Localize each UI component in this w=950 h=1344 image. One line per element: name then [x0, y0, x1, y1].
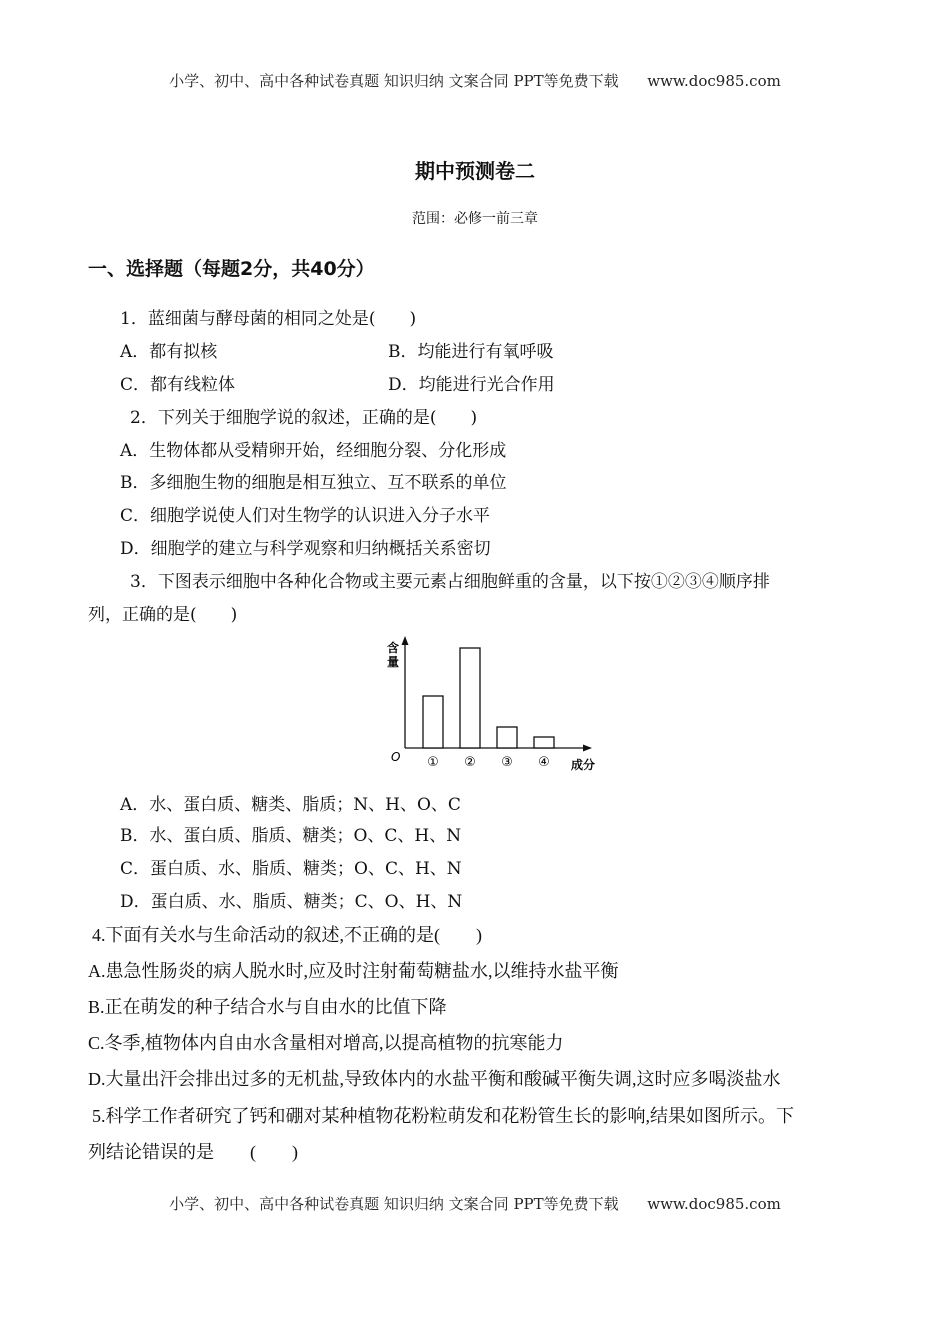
page-header: 小学、初中、高中各种试卷真题 知识归纳 文案合同 PPT等免费下载 www.doc985.com [169, 72, 781, 90]
q3-option-b: B．水、蛋白质、脂质、糖类；O、C、H、N [120, 826, 462, 846]
bar-1 [423, 696, 443, 748]
q1-option-d: D．均能进行光合作用 [388, 375, 555, 395]
bar-4 [534, 737, 554, 748]
q4-stem: 4.下面有关水与生命活动的叙述,不正确的是( ) [92, 925, 482, 945]
q3-option-a: A．水、蛋白质、糖类、脂质；N、H、O、C [120, 795, 461, 815]
q1-stem: 1．蓝细菌与酵母菌的相同之处是( ) [120, 309, 417, 329]
q3-option-c: C．蛋白质、水、脂质、糖类；O、C、H、N [120, 859, 462, 879]
page-footer: 小学、初中、高中各种试卷真题 知识归纳 文案合同 PPT等免费下载 www.doc985.com [169, 1195, 781, 1213]
q2-option-d: D．细胞学的建立与科学观察和归纳概括关系密切 [120, 539, 491, 559]
tick-label-3: ③ [501, 755, 513, 770]
q4-option-d: D.大量出汗会排出过多的无机盐,导致体内的水盐平衡和酸碱平衡失调,这时应多喝淡盐水 [88, 1069, 781, 1089]
q1-option-a: A．都有拟核 [120, 342, 218, 362]
q4-option-a: A.患急性肠炎的病人脱水时,应及时注射葡萄糖盐水,以维持水盐平衡 [88, 961, 619, 981]
q2-option-b: B．多细胞生物的细胞是相互独立、互不联系的单位 [120, 473, 507, 493]
q2-stem: 2．下列关于细胞学说的叙述，正确的是( ) [130, 408, 478, 428]
tick-label-2: ② [464, 755, 476, 770]
q1-option-b: B．均能进行有氧呼吸 [388, 342, 554, 362]
q1-option-c: C．都有线粒体 [120, 375, 236, 395]
page-title: 期中预测卷二 [415, 159, 535, 183]
q3-bar-chart [385, 632, 610, 777]
q3-option-d: D．蛋白质、水、脂质、糖类；C、O、H、N [120, 892, 463, 912]
q2-option-a: A．生物体都从受精卵开始，经细胞分裂、分化形成 [120, 441, 507, 461]
q4-option-c: C.冬季,植物体内自由水含量相对增高,以提高植物的抗寒能力 [88, 1033, 564, 1053]
bar-3 [497, 727, 517, 748]
origin-label: O [391, 750, 401, 764]
q5-stem-line2: 列结论错误的是 ( ) [88, 1142, 298, 1162]
q4-option-b: B.正在萌发的种子结合水与自由水的比值下降 [88, 997, 447, 1017]
tick-label-1: ① [427, 755, 439, 770]
q3-stem-line2: 列，正确的是( ) [88, 605, 238, 625]
y-axis-arrow [402, 636, 409, 645]
q5-stem-line1: 5.科学工作者研究了钙和硼对某种植物花粉粒萌发和花粉管生长的影响,结果如图所示。下 [92, 1106, 794, 1126]
page-subtitle: 范围：必修一前三章 [412, 211, 538, 227]
y-axis-label-1: 含 [387, 641, 400, 655]
section-heading: 一、选择题（每题2分，共40分） [88, 258, 375, 280]
bar-2 [460, 648, 480, 748]
tick-label-4: ④ [538, 755, 550, 770]
y-axis-label-2: 量 [387, 655, 400, 669]
x-axis-arrow [583, 745, 592, 752]
q3-stem-line1: 3．下图表示细胞中各种化合物或主要元素占细胞鲜重的含量，以下按①②③④顺序排 [130, 572, 770, 592]
x-axis-label: 成分 [571, 758, 596, 772]
q2-option-c: C．细胞学说使人们对生物学的认识进入分子水平 [120, 506, 491, 526]
